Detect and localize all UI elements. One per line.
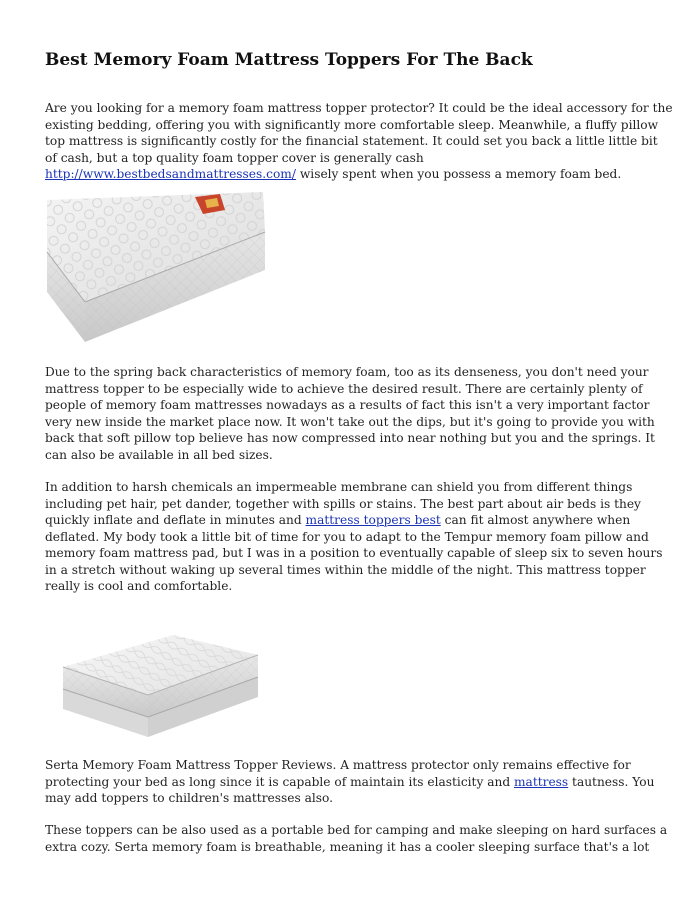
link-trailing-text: wisely spent when you possess a memory foam bed. <box>295 167 622 181</box>
text-line: Serta Memory Foam Mattress Topper Reviews. A mattress protector only remains effective for <box>45 758 631 772</box>
text-line: in a stretch without waking up several times within the middle of the night. This mattress topper <box>45 562 646 577</box>
body-paragraph-2 <box>45 364 655 463</box>
text-line: of cash, but a top quality foam topper cover is generally cash <box>45 150 424 165</box>
page-title: Best Memory Foam Mattress Toppers For The Back <box>45 50 533 70</box>
text-line: may add toppers to children's mattresses also. <box>45 791 334 805</box>
body-paragraph-4 <box>45 757 654 807</box>
text-line: top mattress is significantly costly for the financial statement. It could set you back a little little bit <box>45 134 658 148</box>
text-line <box>45 512 662 529</box>
text-line: people of memory foam mattresses nowadays as a results of fact this isn't a very important factor <box>45 398 650 412</box>
text-line: memory foam mattress pad, but I was in a position to eventually capable of sleep six to seven hours <box>45 546 663 560</box>
mattress-image-2 <box>53 625 263 743</box>
text-line: deflated. My body took a little bit of time for you to adapt to the Tempur memory foam pillow and <box>45 529 649 544</box>
text-line: existing bedding, offering you with significantly more comfortable sleep. Meanwhile, a fluffy pillow <box>45 117 659 132</box>
text-line: mattress topper to be especially wide to achieve the desired result. There are certainly plenty of <box>45 381 643 396</box>
link-leading-text: protecting your bed as long since it is capable of maintain its elasticity and <box>45 774 514 789</box>
mattress-link[interactable]: mattress <box>514 774 569 789</box>
text-line: Due to the spring back characteristics of memory foam, too as its denseness, you don't need your <box>45 365 649 379</box>
text-line: These toppers can be also used as a portable bed for camping and make sleeping on hard surfaces a <box>45 823 668 837</box>
text-line: really is cool and comfortable. <box>45 579 233 593</box>
bestbeds-link[interactable]: http://www.bestbedsandmattresses.com/ <box>45 167 296 181</box>
intro-paragraph <box>45 100 673 183</box>
text-line <box>45 774 654 791</box>
text-line <box>45 166 673 183</box>
text-line: Are you looking for a memory foam mattress topper protector? It could be the ideal accessory for the <box>45 101 673 115</box>
text-line: very new inside the market place now. It won't take out the dips, but it's going to provide you with <box>45 414 655 429</box>
mattress-image-1 <box>45 192 267 342</box>
body-paragraph-3 <box>45 479 662 595</box>
mattress-toppers-best-link[interactable]: mattress toppers best <box>305 513 441 527</box>
text-line: including pet hair, pet dander, together with spills or stains. The best part about air beds is they <box>45 496 641 511</box>
link-trailing-text: can fit almost anywhere when <box>440 513 631 527</box>
text-line: In addition to harsh chemicals an impermeable membrane can shield you from different things <box>45 480 633 494</box>
text-line: back that soft pillow top believe has now compressed into near nothing but you and the springs. It <box>45 431 655 445</box>
body-paragraph-5 <box>45 822 667 855</box>
text-line: can also be available in all bed sizes. <box>45 447 273 462</box>
text-line: extra cozy. Serta memory foam is breathable, meaning it has a cooler sleeping surface that's a lot <box>45 839 650 854</box>
link-trailing-text: tautness. You <box>568 774 655 789</box>
link-leading-text: quickly inflate and deflate in minutes and <box>45 513 306 527</box>
